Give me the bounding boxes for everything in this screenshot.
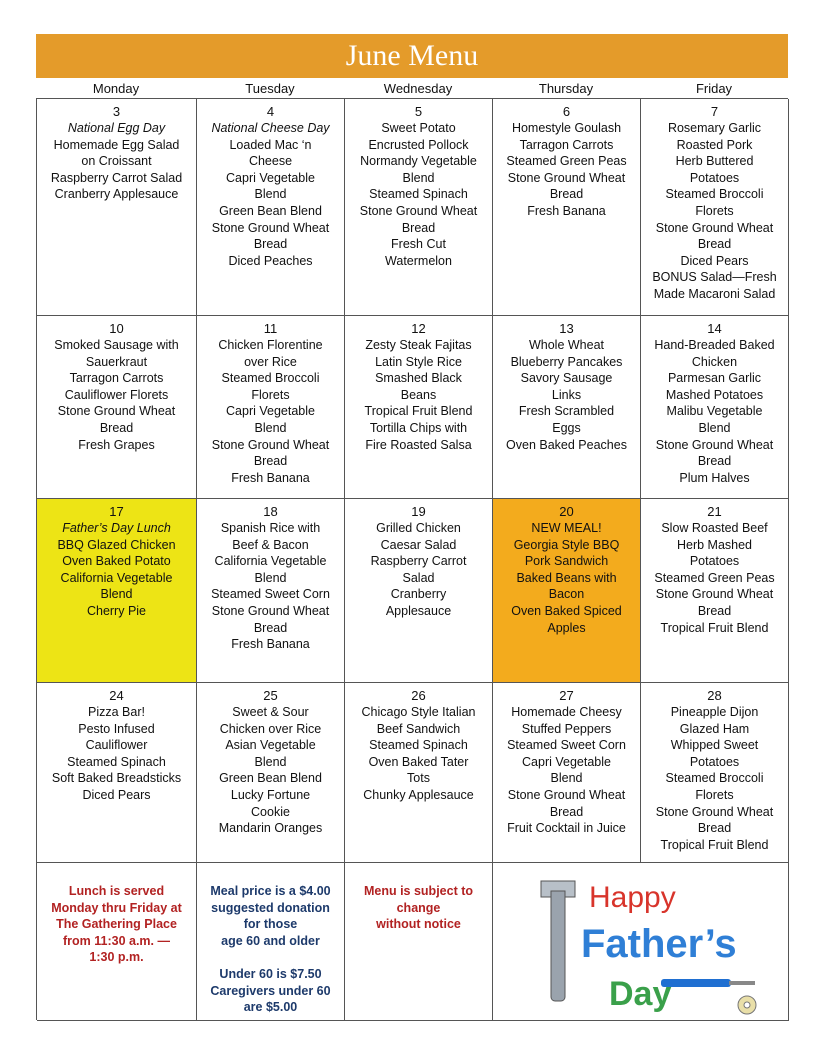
menu-item: Fruit Cocktail in Juice: [507, 821, 626, 836]
day-number: 17: [109, 504, 124, 519]
menu-day-28: [641, 683, 789, 863]
menu-item: Stone Ground Wheat: [655, 804, 774, 819]
menu-item: Blend: [254, 570, 287, 585]
menu-item: Green Bean Blend: [219, 203, 322, 218]
menu-item: Cauliflower Florets: [64, 387, 169, 402]
menu-item: Cranberry Applesauce: [54, 187, 179, 202]
menu-day-6: [493, 99, 641, 316]
menu-item: Steamed Broccoli: [665, 771, 764, 786]
menu-item: BONUS Salad—Fresh: [652, 270, 777, 285]
menu-item: Latin Style Rice: [375, 354, 462, 369]
menu-item: Blueberry Pancakes: [510, 354, 623, 369]
menu-item: Asian Vegetable: [225, 738, 316, 753]
info-line: 1:30 p.m.: [89, 950, 144, 965]
menu-day-5: [345, 99, 493, 316]
menu-item: Herb Mashed: [676, 537, 753, 552]
menu-item: Oven Baked Potato: [62, 554, 171, 569]
day-number: 11: [263, 321, 278, 336]
day-number: 12: [411, 321, 426, 336]
menu-item: Capri Vegetable: [226, 404, 315, 419]
menu-item: Bread: [401, 220, 436, 235]
menu-item: Beef & Bacon: [232, 537, 309, 552]
menu-item: Stone Ground Wheat: [507, 170, 626, 185]
menu-day-4: [197, 99, 345, 316]
menu-item: Stone Ground Wheat: [211, 437, 330, 452]
day-number: 19: [411, 504, 426, 519]
info-line: Menu is subject to: [363, 884, 474, 898]
menu-item: Steamed Broccoli: [221, 371, 320, 386]
tape-hole-icon: [744, 1002, 750, 1008]
menu-item: Malibu Vegetable: [666, 404, 763, 419]
menu-item: Steamed Spinach: [369, 738, 468, 753]
menu-item: Soft Baked Breadsticks: [51, 771, 182, 786]
menu-item: Bread: [99, 420, 134, 435]
menu-day-24: [37, 683, 197, 863]
menu-day-26: [345, 683, 493, 863]
menu-item: Steamed Spinach: [67, 754, 166, 769]
menu-item: Grilled Chicken: [376, 521, 461, 535]
menu-item: Homemade Cheesy: [511, 705, 622, 719]
menu-item: BBQ Glazed Chicken: [57, 537, 176, 552]
day-number: 3: [112, 104, 121, 119]
menu-item: Bread: [549, 187, 584, 202]
menu-item: Made Macaroni Salad: [653, 286, 776, 301]
menu-item: Homemade Egg Salad: [53, 137, 180, 152]
day-number: 26: [411, 688, 426, 703]
menu-item: Bread: [697, 237, 732, 252]
special-label: National Egg Day: [67, 121, 166, 135]
info-line: Lunch is served: [68, 884, 165, 898]
menu-item: Cookie: [251, 804, 290, 819]
menu-day-11: [197, 316, 345, 499]
menu-day-14: [641, 316, 789, 499]
menu-item: Blend: [254, 754, 287, 769]
menu-item: Raspberry Carrot Salad: [50, 170, 183, 185]
day-headers: [36, 80, 788, 98]
menu-item: Eggs: [552, 420, 581, 435]
menu-item: Tropical Fruit Blend: [660, 837, 769, 852]
info-line: Meal price is a $4.00: [210, 884, 331, 898]
menu-item: Baked Beans with: [516, 570, 617, 585]
menu-item: Bread: [549, 804, 584, 819]
menu-item: Whipped Sweet: [670, 738, 759, 753]
menu-item: Sweet & Sour: [232, 705, 309, 719]
info-line: suggested donation: [211, 900, 330, 915]
menu-item: Tropical Fruit Blend: [660, 620, 769, 635]
menu-item: Blend: [254, 187, 287, 202]
lunch-hours-note: [37, 863, 197, 1021]
menu-item: Florets: [251, 387, 290, 402]
special-label: National Cheese Day: [211, 121, 330, 135]
menu-item: Beef Sandwich: [376, 721, 461, 736]
menu-item: California Vegetable: [214, 554, 327, 569]
menu-item: NEW MEAL!: [531, 521, 602, 535]
menu-item: Steamed Sweet Corn: [211, 587, 330, 602]
day-number: 24: [109, 688, 124, 703]
menu-item: Potatoes: [689, 754, 740, 769]
menu-item: Fresh Banana: [527, 203, 606, 218]
menu-item: Apples: [547, 620, 586, 635]
menu-item: Chicago Style Italian: [361, 705, 476, 719]
menu-item: Chicken: [691, 354, 738, 369]
menu-item: Bacon: [548, 587, 585, 602]
menu-item: Florets: [695, 203, 734, 218]
menu-item: Stone Ground Wheat: [211, 220, 330, 235]
menu-item: Stone Ground Wheat: [507, 787, 626, 802]
menu-item: Chicken over Rice: [219, 721, 322, 736]
menu-item: Tortilla Chips with: [369, 420, 468, 435]
menu-item: Steamed Sweet Corn: [507, 738, 626, 753]
menu-item: Stuffed Peppers: [521, 721, 612, 736]
menu-item: Florets: [695, 787, 734, 802]
menu-item: Plum Halves: [679, 470, 750, 485]
day-number: 13: [559, 321, 574, 336]
menu-item: Slow Roasted Beef: [661, 521, 768, 535]
menu-item: Sweet Potato: [381, 121, 456, 135]
menu-item: Stone Ground Wheat: [57, 404, 176, 419]
menu-item: Steamed Broccoli: [665, 187, 764, 202]
menu-item: Roasted Pork: [676, 137, 753, 152]
menu-item: California Vegetable: [60, 570, 173, 585]
menu-item: Bread: [697, 821, 732, 836]
menu-item: Savory Sausage: [520, 371, 613, 386]
day-number: 18: [263, 504, 278, 519]
day-number: 10: [109, 321, 124, 336]
info-line: Monday thru Friday at: [51, 900, 182, 915]
menu-item: on Croissant: [81, 154, 152, 169]
menu-item: Potatoes: [689, 554, 740, 569]
info-line: [200, 949, 341, 966]
info-line: change: [396, 900, 441, 915]
info-line: without notice: [376, 917, 461, 932]
menu-item: Loaded Mac ‘n: [229, 137, 312, 152]
menu-day-17: [37, 499, 197, 683]
menu-item: Homestyle Goulash: [511, 121, 622, 135]
day-header-monday: Monday: [92, 81, 140, 96]
info-line: are $5.00: [243, 1000, 298, 1015]
menu-item: Tots: [407, 771, 430, 786]
menu-item: Chicken Florentine: [218, 338, 323, 352]
menu-item: Diced Pears: [82, 787, 151, 802]
menu-item: Pizza Bar!: [88, 705, 145, 719]
menu-change-note: [345, 863, 493, 1021]
day-header-tuesday: Tuesday: [245, 81, 295, 96]
menu-item: Mandarin Oranges: [218, 821, 323, 836]
menu-item: Georgia Style BBQ: [513, 537, 620, 552]
menu-item: Steamed Spinach: [369, 187, 468, 202]
menu-item: Stone Ground Wheat: [211, 603, 330, 618]
day-number: 28: [707, 688, 722, 703]
day-number: 5: [414, 104, 423, 119]
day-number: 21: [707, 504, 722, 519]
menu-item: Mashed Potatoes: [665, 387, 764, 402]
menu-day-12: [345, 316, 493, 499]
menu-item: Smoked Sausage with: [54, 338, 179, 352]
menu-item: Lucky Fortune: [230, 787, 311, 802]
menu-item: Diced Pears: [680, 253, 749, 268]
menu-item: over Rice: [244, 354, 297, 369]
info-line: age 60 and older: [221, 933, 320, 948]
info-line: Under 60 is $7.50: [219, 966, 322, 981]
day-number: 4: [266, 104, 275, 119]
menu-item: Stone Ground Wheat: [655, 437, 774, 452]
menu-grid: [36, 98, 788, 1020]
menu-item: Capri Vegetable: [226, 170, 315, 185]
menu-item: Glazed Ham: [679, 721, 750, 736]
menu-item: Pesto Infused: [78, 721, 155, 736]
info-line: from 11:30 a.m. —: [63, 933, 170, 948]
menu-item: Bread: [253, 454, 288, 469]
menu-day-21: [641, 499, 789, 683]
menu-item: Fresh Grapes: [78, 437, 155, 452]
day-header-wednesday: Wednesday: [383, 81, 453, 96]
day-number: 25: [263, 688, 278, 703]
menu-day-18: [197, 499, 345, 683]
menu-item: Steamed Green Peas: [506, 154, 627, 169]
menu-item: Pork Sandwich: [524, 554, 609, 569]
menu-item: Oven Baked Peaches: [506, 437, 627, 452]
menu-day-3: [37, 99, 197, 316]
menu-item: Cranberry: [390, 587, 447, 602]
menu-item: Watermelon: [385, 253, 452, 268]
menu-item: Spanish Rice with: [220, 521, 321, 535]
day-number: 7: [710, 104, 719, 119]
wrench-icon: [541, 881, 575, 1001]
menu-day-13: [493, 316, 641, 499]
menu-item: Links: [551, 387, 582, 402]
menu-item: Oven Baked Spiced: [511, 603, 622, 618]
info-line: Caregivers under 60: [210, 983, 331, 998]
menu-item: Potatoes: [689, 170, 740, 185]
menu-item: Raspberry Carrot: [370, 554, 467, 569]
menu-day-27: [493, 683, 641, 863]
fathers-day-illustration: [511, 867, 771, 1017]
day-number: 6: [562, 104, 571, 119]
menu-item: Oven Baked Tater: [368, 754, 469, 769]
menu-item: Fire Roasted Salsa: [365, 437, 472, 452]
menu-item: Stone Ground Wheat: [655, 587, 774, 602]
menu-item: Cherry Pie: [86, 603, 147, 618]
info-line: The Gathering Place: [56, 917, 177, 932]
menu-item: Stone Ground Wheat: [359, 203, 478, 218]
menu-item: Bread: [253, 620, 288, 635]
menu-item: Parmesan Garlic: [667, 371, 762, 386]
day-number: 14: [707, 321, 722, 336]
card-word-fathers: Father’s: [580, 921, 737, 966]
menu-item: Tropical Fruit Blend: [364, 404, 473, 419]
fathers-day-card: [493, 863, 789, 1021]
menu-item: Tarragon Carrots: [519, 137, 614, 152]
menu-item: Rosemary Garlic: [667, 121, 762, 135]
special-label: Father’s Day Lunch: [62, 521, 171, 535]
menu-day-20: [493, 499, 641, 683]
menu-item: Cheese: [248, 154, 293, 169]
menu-item: Encrusted Pollock: [368, 137, 469, 152]
day-header-friday: Friday: [695, 81, 733, 96]
menu-item: Pineapple Dijon: [670, 705, 759, 719]
menu-item: Hand-Breaded Baked: [654, 338, 775, 352]
menu-item: Bread: [253, 237, 288, 252]
menu-item: Green Bean Blend: [219, 771, 322, 786]
menu-item: Caesar Salad: [380, 537, 457, 552]
menu-item: Applesauce: [385, 603, 452, 618]
menu-item: Normandy Vegetable: [360, 154, 477, 169]
menu-item: Blend: [402, 170, 435, 185]
menu-item: Beans: [400, 387, 437, 402]
menu-day-19: [345, 499, 493, 683]
menu-item: Stone Ground Wheat: [655, 220, 774, 235]
menu-item: Bread: [697, 603, 732, 618]
day-number: 27: [559, 688, 574, 703]
menu-item: Cauliflower: [85, 738, 148, 753]
menu-item: Zesty Steak Fajitas: [365, 338, 472, 352]
card-word-happy: Happy: [588, 880, 676, 914]
menu-item: Smashed Black: [375, 371, 462, 386]
menu-day-7: [641, 99, 789, 316]
menu-item: Fresh Cut: [391, 237, 446, 252]
page-title: June Menu: [36, 34, 788, 78]
card-word-day: Day: [608, 974, 671, 1013]
menu-item: Blend: [100, 587, 133, 602]
menu-day-10: [37, 316, 197, 499]
info-line: for those: [243, 917, 298, 932]
menu-item: Tarragon Carrots: [69, 371, 164, 386]
menu-item: Blend: [254, 420, 287, 435]
menu-item: Fresh Banana: [231, 637, 310, 652]
menu-item: Diced Peaches: [228, 253, 313, 268]
menu-item: Chunky Applesauce: [363, 787, 474, 802]
meal-price-note: [197, 863, 345, 1021]
day-number: 20: [559, 504, 574, 519]
menu-item: Fresh Banana: [231, 470, 310, 485]
day-header-thursday: Thursday: [538, 81, 594, 96]
menu-item: Blend: [550, 771, 583, 786]
menu-item: Capri Vegetable: [522, 754, 611, 769]
menu-item: Sauerkraut: [85, 354, 148, 369]
menu-item: Bread: [697, 454, 732, 469]
menu-item: Salad: [402, 570, 435, 585]
screwdriver-icon: [661, 979, 755, 987]
menu-item: Herb Buttered: [675, 154, 754, 169]
menu-item: Whole Wheat: [528, 338, 605, 352]
menu-item: Blend: [698, 420, 731, 435]
menu-item: Fresh Scrambled: [518, 404, 615, 419]
menu-day-25: [197, 683, 345, 863]
menu-item: Steamed Green Peas: [654, 570, 775, 585]
